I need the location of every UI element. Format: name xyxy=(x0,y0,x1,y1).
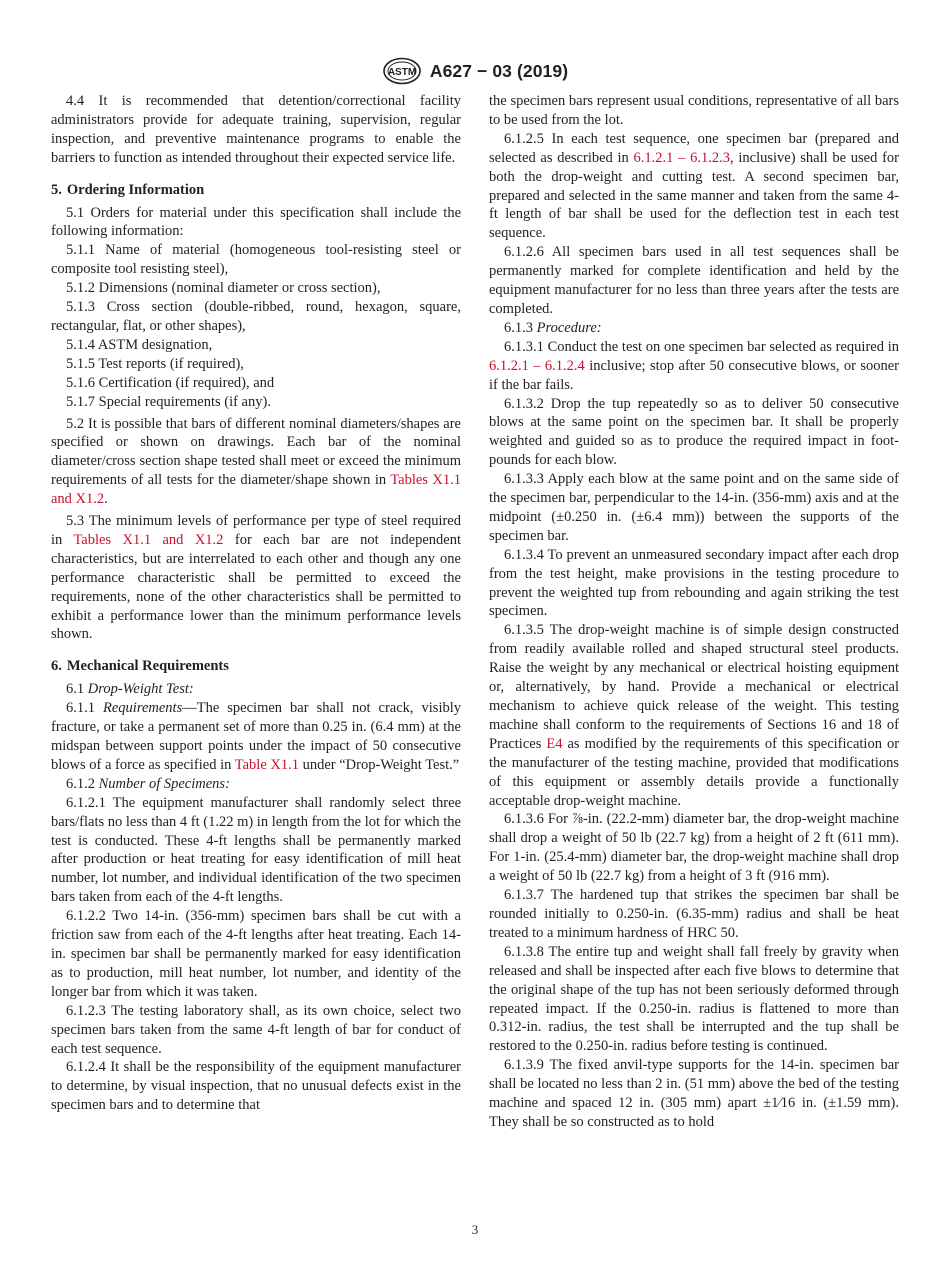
right-column xyxy=(489,92,899,1132)
paragraph-6-1-3-4: 6.1.3.4 To prevent an unmeasured secondary impact after each drop from the test height, make provisions in the testing procedure to prevent the weighted tup from rebounding and again striking the test specimen. xyxy=(489,546,899,620)
paragraph-5-1: 5.1 Orders for material under this specification shall include the following information: xyxy=(51,204,461,240)
paragraph-6-1-2: 6.1.2 Number of Specimens: xyxy=(66,775,230,792)
paragraph-6-1-2-1: 6.1.2.1 The equipment manufacturer shall randomly select three bars/flats no less than 4 ft (1.22 m) in length from the lot for which the test is conducted. These 4-ft lengths shall be permanently marked after production or heat treating for easy identification of mill heat number, lot number, and individual identification of the two specimen bars taken from each of the 4-ft lengths. xyxy=(51,794,461,906)
paragraph-6-1-3-3: 6.1.3.3 Apply each blow at the same point and on the same side of the specimen bar, perpendicular to the 14-in. (356-mm) axis and at the midpoint (±0.250 in. (±6.4 mm)) between the supports of the specimen bar. xyxy=(489,471,899,544)
paragraph-continuation: the specimen bars represent usual conditions, representative of all bars to be used from the lot. xyxy=(489,93,899,128)
section-ref-link[interactable]: 6.1.2.1 – 6.1.2.4 xyxy=(489,357,585,374)
paragraph-6-1-1: 6.1.1 Requirements—The specimen bar shall not crack, visibly fracture, or take a permanent set of more than 0.25 in. (6.4 mm) at the midspan between support points under the impact of 50 consecutive blows of a force as specified in Table X1.1 under “Drop-Weight Test.” xyxy=(51,700,462,773)
tables-x1-link[interactable]: Tables X1.1 and X1.2 xyxy=(73,531,224,548)
tables-x1-link[interactable]: Tables X1.1 and X1.2 xyxy=(51,472,461,508)
section-5-heading: 5. Ordering Information xyxy=(51,181,205,198)
paragraph-6-1-2-5: 6.1.2.5 In each test sequence, one specimen bar (prepared and selected as described in 6.1.2.1 – 6.1.2.3, inclusive) shall be used for both the drop-weight and cutting test. A second specimen bar, prepared and selected in the same manner and taken from the same 4-ft length of bar shall be used for the deflection test in each test sequence. xyxy=(489,130,900,242)
paragraph-4-4: 4.4 It is recommended that detention/correctional facility administrators provide for adequate training, supervision, regular inspection, and preventive maintenance programs to enable the barriers to function as intended throughout their expected service life. xyxy=(51,93,461,166)
astm-logo-icon xyxy=(382,57,422,85)
paragraph-5-3: 5.3 The minimum levels of performance per type of steel required in Tables X1.1 and X1.2 for each bar are not independent characteristics, but are interrelated to each other and though any one performance characteristic shall be permitted to exceed the requirements, none of the other characteristics shall be permitted to exhibit a performance lower than the minimum performance levels shown. xyxy=(51,513,461,643)
paragraph-6-1-3-6: 6.1.3.6 For ⅞-in. (22.2-mm) diameter bar, the drop-weight machine shall drop a weight of 50 lb (22.7 kg) from a height of 2 ft (611 mm). For 1-in. (25.4-mm) diameter bar, the drop-weight machine shall drop a weight of 50 lb (22.7 kg) from a height of 3 ft (916 mm). xyxy=(489,811,899,885)
table-x1-1-link[interactable]: Table X1.1 xyxy=(234,756,299,773)
paragraph-6-1-3-8: 6.1.3.8 The entire tup and weight shall fall freely by gravity when released and shall be inspected after each five blows to determine that the original shape of the tup has not been seriously deformed through repeated impact. If the 0.250-in. radius is flattened to more than 0.312-in. radius, the test shall be interrupted and the tup shall be restored to the 0.250-in. radius before testing is continued. xyxy=(489,943,899,1055)
section-6-heading: 6. Mechanical Requirements xyxy=(51,658,229,675)
list-item-5-1-7: 5.1.7 Special requirements (if any). xyxy=(66,393,271,410)
paragraph-6-1: 6.1 Drop-Weight Test: xyxy=(66,681,194,698)
page-header xyxy=(0,57,950,85)
page-number: 3 xyxy=(471,1222,479,1237)
paragraph-6-1-3-7: 6.1.3.7 The hardened tup that strikes the specimen bar shall be rounded initially to 0.250-in. (6.35-mm) radius and shall be heat treated to a minimum hardness of HRC 50. xyxy=(489,887,899,941)
paragraph-6-1-2-6: 6.1.2.6 All specimen bars used in all test sequences shall be permanently marked for complete identification and held by the equipment manufacturer for no less than three years after the tests are completed. xyxy=(489,244,899,317)
left-column xyxy=(51,92,461,1115)
paragraph-6-1-2-2: 6.1.2.2 Two 14-in. (356-mm) specimen bars shall be cut with a friction saw from each of the 4-ft lengths after heat treating. Each 14-in. specimen bar shall be permanently marked for easy identification as to production, mill heat number, lot number, and identity of the longer bar from which it was taken. xyxy=(51,908,461,1000)
list-item-5-1-4: 5.1.4 ASTM designation, xyxy=(66,336,213,353)
paragraph-5-2: 5.2 It is possible that bars of different nominal diameters/shapes are specified or shown on drawings. Each bar of the nominal diameter/cross section shape tested shall meet or exceed the minimum requirements of all tests for the diameter/shape shown in Tables X1.1 and X1.2. xyxy=(51,415,461,508)
section-ref-link[interactable]: 6.1.2.1 – 6.1.2.3 xyxy=(633,149,730,166)
list-item-5-1-6: 5.1.6 Certification (if required), and xyxy=(66,374,275,391)
paragraph-6-1-3-5: 6.1.3.5 The drop-weight machine is of simple design constructed from readily available rolled and shaped structural steel products. Raise the weight by any mechanical or electrical hoisting equipment or, alternatively, by hand. Provide a mechanical or electrical mechanism to achieve quick release of the weight. This testing machine shall conform to the requirements of Sections 16 and 18 of Practices E4 as modified by the requirements of this specification or the manufacturer of the testing machine, provided that modifications of this equipment or assembly details provide a functionally acceptable drop-weight machine. xyxy=(489,622,900,809)
list-item-5-1-5: 5.1.5 Test reports (if required), xyxy=(66,355,244,372)
list-item-5-1-1: 5.1.1 Name of material (homogeneous tool-resisting steel or composite tool resisting steel), xyxy=(51,242,461,278)
paragraph-6-1-2-4: 6.1.2.4 It shall be the responsibility of the equipment manufacturer to determine, by visual inspection, that no unusual defects exist in the specimen bars and to determine that xyxy=(51,1059,461,1114)
list-item-5-1-2: 5.1.2 Dimensions (nominal diameter or cross section), xyxy=(66,280,381,297)
list-item-5-1-3: 5.1.3 Cross section (double-ribbed, round, hexagon, square, rectangular, flat, or other shapes), xyxy=(51,299,461,334)
paragraph-6-1-2-3: 6.1.2.3 The testing laboratory shall, as its own choice, select two specimen bars taken from the same 4-ft length of bar for conduct of each test sequence. xyxy=(51,1002,461,1057)
logo-text: ASTM xyxy=(387,67,417,78)
document-id: A627 − 03 (2019) xyxy=(429,60,569,81)
paragraph-6-1-3: 6.1.3 Procedure: xyxy=(504,319,602,336)
paragraph-6-1-3-9: 6.1.3.9 The fixed anvil-type supports for the 14-in. specimen bar shall be located no less than 2 in. (51 mm) above the bed of the testing machine and spaced 12 in. (305 mm) apart ±1⁄16 in. (±1.59 mm). They shall be so constructed as to hold xyxy=(489,1057,899,1130)
paragraph-6-1-3-2: 6.1.3.2 Drop the tup repeatedly so as to deliver 50 consecutive blows at the same point on the specimen bar. It shall be properly weighted and guided so as to produce the required impact in foot-pounds for each blow. xyxy=(489,395,899,469)
paragraph-6-1-3-1: 6.1.3.1 Conduct the test on one specimen bar selected as required in 6.1.2.1 – 6.1.2.4 inclusive; stop after 50 consecutive blows, or sooner if the bar fails. xyxy=(489,338,900,393)
practice-e4-link[interactable]: E4 xyxy=(546,735,563,752)
